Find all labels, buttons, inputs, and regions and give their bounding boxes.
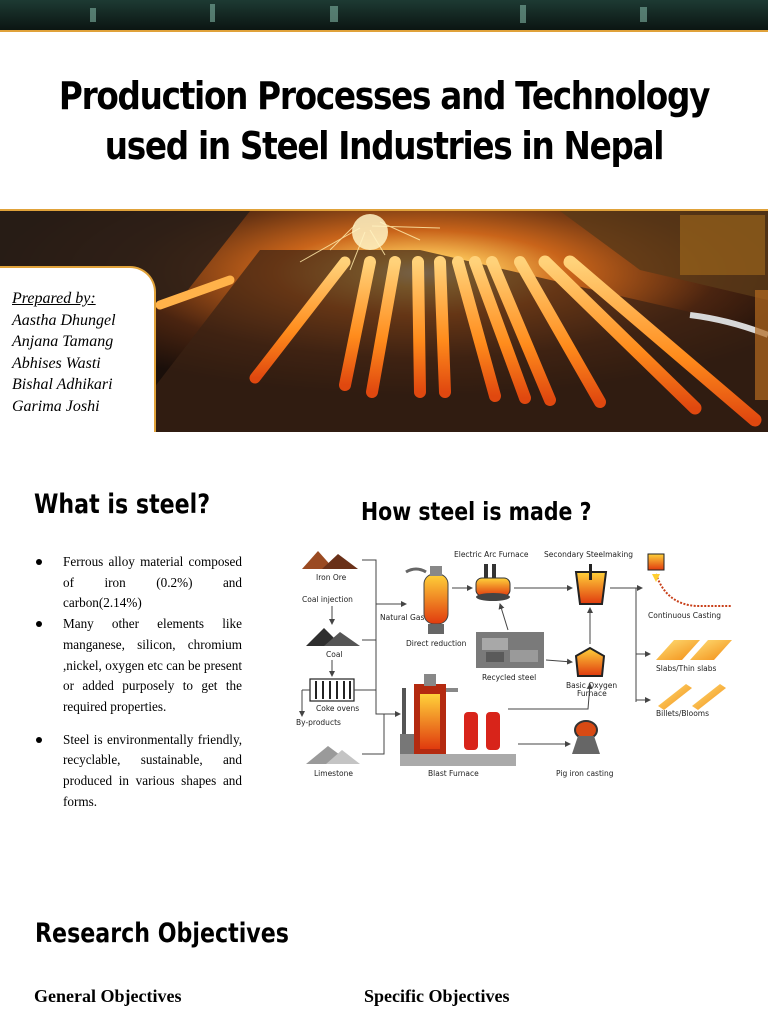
electric-arc-furnace-icon: [476, 564, 510, 601]
steelmaking-process-diagram: [296, 544, 746, 784]
blast-furnace-icon: [400, 674, 516, 766]
coal-icon: [306, 628, 360, 646]
pig-iron-casting-icon: [572, 721, 600, 754]
billets-icon: [658, 684, 726, 710]
slabs-label: Slabs/Thin slabs: [656, 664, 717, 673]
basic-oxygen-furnace-label-2: Furnace: [577, 689, 607, 698]
research-objectives-heading: Research Objectives: [35, 918, 289, 949]
author-name: Garima Joshi: [12, 397, 100, 415]
secondary-steelmaking-label: Secondary Steelmaking: [544, 550, 633, 559]
specific-objectives-heading: Specific Objectives: [364, 986, 510, 1006]
author-name: Abhises Wasti: [12, 354, 101, 372]
pig-iron-casting-label: Pig iron casting: [556, 769, 614, 778]
basic-oxygen-furnace-icon: [576, 648, 604, 676]
title-banner: [0, 0, 768, 432]
coke-ovens-icon: [310, 679, 354, 701]
coke-ovens-label: Coke ovens: [316, 704, 360, 713]
iron-ore-icon: [302, 551, 358, 569]
how-steel-is-made-heading: How steel is made ?: [361, 497, 592, 526]
author-name: Bishal Adhikari: [12, 376, 113, 393]
page-title: Production Processes and Technology used in Steel Industries in Nepal: [58, 73, 710, 168]
prepared-by-heading: Prepared by:: [12, 290, 96, 307]
recycled-steel-icon: [476, 632, 544, 668]
title-box: [0, 30, 768, 211]
author-name: Anjana Tamang: [12, 333, 114, 350]
natural-gas-label: Natural Gas: [380, 613, 425, 622]
limestone-icon: [306, 746, 360, 764]
slabs-icon: [656, 640, 732, 660]
recycled-steel-label: Recycled steel: [482, 673, 537, 682]
electric-arc-furnace-label: Electric Arc Furnace: [454, 550, 529, 559]
list-item: Steel is environmentally friendly, recyclable, sustainable, and produced in various shapes and forms.: [36, 730, 242, 813]
list-item: Many other elements like manganese, silicon, chromium ,nickel, oxygen etc can be present or added purposely to get the required properties.: [36, 614, 242, 718]
billets-label: Billets/Blooms: [656, 709, 710, 718]
by-products-label: By-products: [296, 718, 341, 727]
iron-ore-label: Iron Ore: [316, 573, 347, 582]
coal-injection-label: Coal injection: [302, 595, 353, 604]
direct-reduction-icon: [406, 566, 448, 634]
general-objectives-heading: General Objectives: [34, 986, 182, 1006]
coal-label: Coal: [326, 650, 343, 659]
blast-furnace-label: Blast Furnace: [428, 769, 479, 778]
what-is-steel-heading: What is steel?: [34, 489, 211, 520]
continuous-casting-label: Continuous Casting: [648, 611, 722, 620]
author-name: Aastha Dhungel: [12, 311, 116, 329]
continuous-casting-icon: [648, 554, 732, 606]
steel-facts-list: [36, 552, 242, 812]
basic-oxygen-furnace-label: Basic Oxygen: [566, 681, 618, 690]
prepared-by-box: [0, 266, 156, 432]
secondary-steelmaking-icon: [576, 564, 606, 604]
limestone-label: Limestone: [314, 769, 353, 778]
list-item: Ferrous alloy material composed of iron (0.2%) and carbon(2.14%): [36, 552, 242, 614]
direct-reduction-label: Direct reduction: [406, 639, 467, 648]
